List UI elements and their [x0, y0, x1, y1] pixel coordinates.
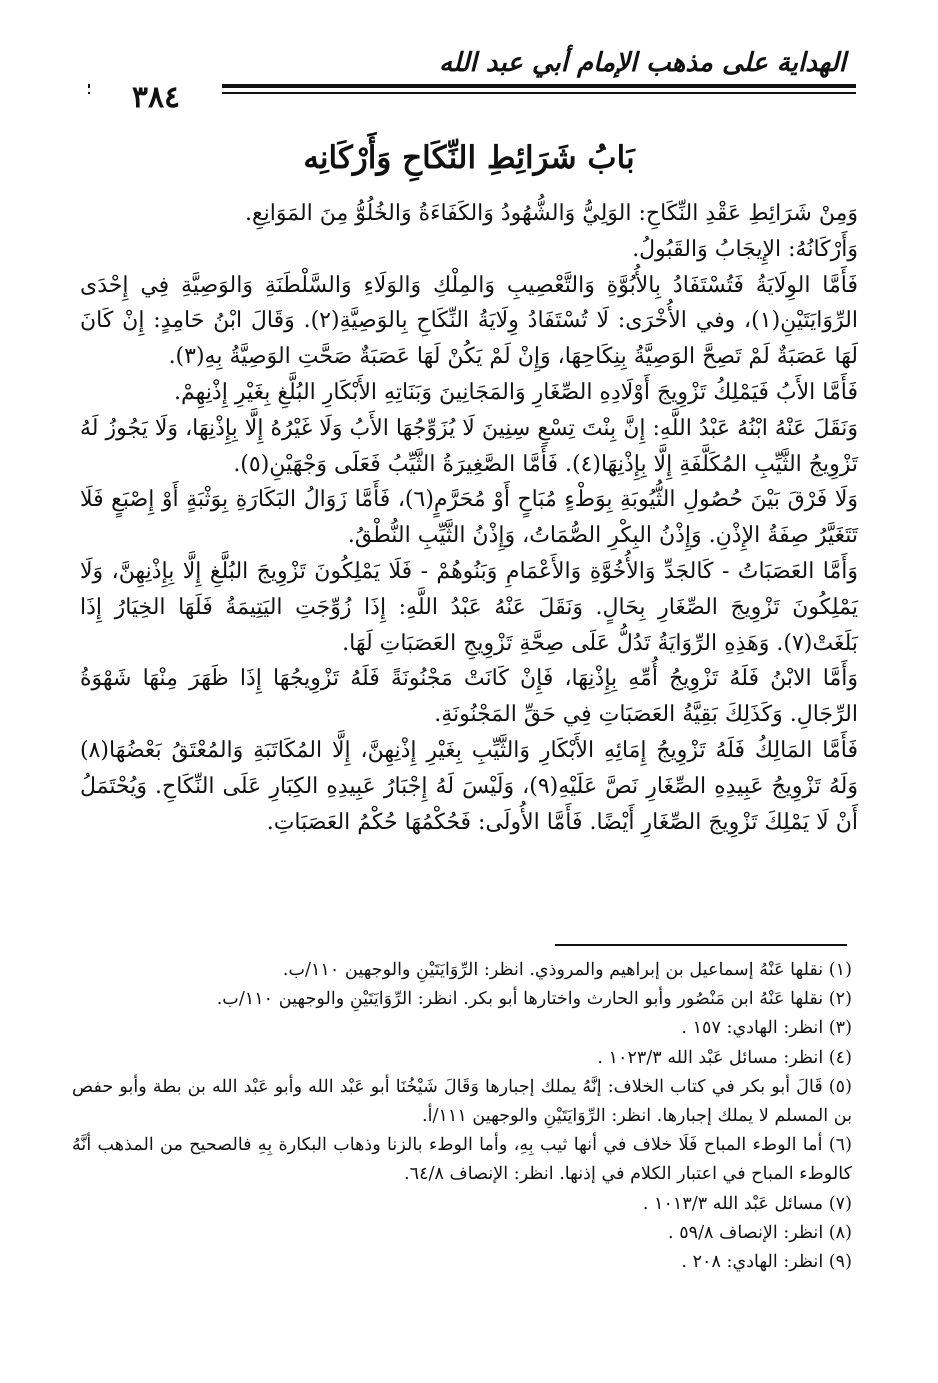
paragraph: فَأَمَّا الوِلَايَةُ فَتُسْتَفَادُ بِالأُبُوَّةِ وَالتَّعْصِيبِ وَالمِلْكِ وَالوَلَاءِ وَالسَّلْطَنَةِ وَالوَصِيَّةِ فِي إِحْدَى الرِّوَايَتَيْنِ(١)، وفي الأُخْرَى: لَا تُسْتَفَادُ وِلَايَةُ النِّكَاحِ بِالوَصِيَّةِ(٢). وَقَالَ ابْنُ حَامِدٍ: إِنْ كَانَ لَهَا عَصَبَةٌ لَمْ تَصِحَّ الوَصِيَّةُ بِنِكَاحِهَا، وَإِنْ لَمْ يَكُنْ لَهَا عَصَبَةٌ صَحَّتِ الوَصِيَّةُ بِهِ(٣).: [80, 272, 858, 370]
running-title: الهداية على مذهب الإمام أبي عبد الله: [439, 48, 846, 78]
body-text: [80, 196, 858, 840]
paragraph: وَلَا فَرْقَ بَيْنَ حُصُولِ الثُّيُوبَةِ بِوَطْءٍ مُبَاحٍ أَوْ مُحَرَّمٍ(٦)، فَأَمَّا زَوَالُ البَكَارَةِ بِوَثْبَةٍ أَوْ إِصْبَعٍ فَلَا تَتَغَيَّرُ صِفَةُ الإِذْنِ. وَإِذْنُ البِكْرِ الصُّمَاتُ، وَإِذْنُ الثَّيِّبِ النُّطْقُ.: [80, 487, 859, 549]
page-number: ٣٨٤: [90, 80, 222, 115]
footnote: (١) نقلها عَنْهُ إسماعيل بن إبراهيم والمروذي. انظر: الرِّوَايَتَيْنِ والوجهين ١١٠/ب.: [282, 960, 852, 980]
footnotes: [72, 956, 852, 1277]
footnote: (٤) انظر: مسائل عَبْد الله ١٠٢٣/٣ .: [597, 1047, 852, 1068]
paragraph: وَأَمَّا الابْنُ فَلَهُ تَزْوِيجُ أُمِّهِ بِإِذْنِهَا، فَإِنْ كَانَتْ مَجْنُونَةً فَلَهُ تَزْوِيجُهَا إِذَا ظَهَرَ مِنْهَا شَهْوَةُ الرِّجَالِ. وَكَذَلِكَ بَقِيَّةُ العَصَبَاتِ فِي حَقِّ المَجْنُونَةِ.: [80, 666, 858, 728]
footnote: (٥) قَالَ أبو بكر في كتاب الخلاف: إنَّهُ يملك إجبارها وَقَالَ شَيْخُنَا أبو عَبْد الله وأبو عَبْد الله بن بطة وأبو حفص بن المسلم لا يملك إجبارها. انظر: الرِّوَايَتَيْنِ والوجهين ١١١/أ.: [72, 1076, 852, 1127]
paragraph: وَأَمَّا العَصَبَاتُ - كَالجَدِّ وَالأُخُوَّةِ وَالأَعْمَامِ وَبَنُوهُمْ - فَلَا يَمْلِكُونَ تَزْوِيجَ البُلَّغِ إِلَّا بِإِذْنِهِنَّ، وَلَا يَمْلِكُونَ تَزْوِيجَ الصِّغَارِ بِحَالٍ. وَنَقَلَ عَنْهُ عَبْدُ اللَّهِ: إِذَا زُوِّجَتِ اليَتِيمَةُ فَلَهَا الخِيَارُ إِذَا بَلَغَتْ(٧). وَهَذِهِ الرِّوَايَةُ تَدُلُّ عَلَى صِحَّةِ تَزْوِيجِ العَصَبَاتِ لَهَا.: [80, 558, 858, 656]
paragraph: وَأَرْكَانُهُ: الإِيجَابُ وَالقَبُولُ.: [632, 236, 858, 262]
footnote: (٣) انظر: الهادي: ١٥٧ .: [681, 1018, 852, 1039]
paragraph: وَنَقَلَ عَنْهُ ابْنُهُ عَبْدُ اللَّهِ: إِنَّ بِنْتَ تِسْعِ سِنِينَ لَا يُزَوِّجُهَا الأَبُ وَلَا غَيْرُهُ إِلَّا بِإِذْنِهَا، وَلَا يَجُوزُ لَهُ تَزْوِيجُ الثَّيِّبِ المُكَلَّفَةِ إِلَّا بِإِذْنِهَا(٤). فَأَمَّا الصَّغِيرَةُ الثَّيِّبُ فَعَلَى وَجْهَيْنِ(٥).: [80, 415, 858, 477]
paragraph: وَمِنْ شَرَائِطِ عَقْدِ النِّكَاحِ: الوَلِيُّ وَالشُّهُودُ وَالكَفَاءَةُ وَالخُلُوُّ مِنَ المَوَانِعِ.: [244, 201, 858, 226]
footnote: (٩) انظر: الهادي: ٢٠٨ .: [681, 1252, 852, 1273]
footnote: (٢) نقلها عَنْهُ ابن مَنْصُور وأبو الحارث واختارها أبو بكر. انظر: الرِّوَايَتَيْنِ والوجهين ١١٠/ب.: [216, 989, 852, 1010]
footnote: (٧) مسائل عَبْد الله ١٠١٣/٣ .: [642, 1193, 852, 1214]
footnote-separator: [555, 944, 847, 946]
footnote: (٦) أما الوطء المباح فَلَا خلاف في أنها ثيب بِهِ، وأما الوطء بالزنا وذهاب البكارة بِهِ فالصحيح من المذهب أنَّهُ كالوطء المباح في اعتبار الكلام في إذنها. انظر: الإنصاف ٦٤/٨.: [72, 1135, 852, 1185]
footnote: (٨) انظر: الإنصاف ٥٩/٨ .: [668, 1222, 852, 1243]
paragraph: فَأَمَّا الأَبُ فَيَمْلِكُ تَزْوِيجَ أَوْلَادِهِ الصِّغَارِ وَالمَجَانِينَ وَبَنَاتِهِ الأَبْكَارِ البُلَّغِ بِغَيْرِ إِذْنِهِمْ.: [174, 379, 858, 405]
paragraph: فَأَمَّا المَالِكُ فَلَهُ تَزْوِيجُ إِمَائِهِ الأَبْكَارِ وَالثَّيِّبِ بِغَيْرِ إِذْنِهِنَّ، إِلَّا المُكَاتَبَةِ وَالمُعْتَقُ بَعْضُهَا(٨) وَلَهُ تَزْوِيجُ عَبِيدِهِ الصِّغَارِ نَصَّ عَلَيْهِ(٩)، وَلَيْسَ لَهُ إِجْبَارُ عَبِيدِهِ الكِبَارِ عَلَى النِّكَاحِ. وَيُحْتَمَلُ أَنْ لَا يَمْلِكَ تَزْوِيجَ الصِّغَارِ أَيْضًا. فَأَمَّا الأُولَى: فَحُكْمُهَا حُكْمُ العَصَبَاتِ.: [80, 737, 858, 835]
chapter-title: بَابُ شَرَائِطِ النِّكَاحِ وَأَرْكَانِه: [303, 140, 635, 176]
